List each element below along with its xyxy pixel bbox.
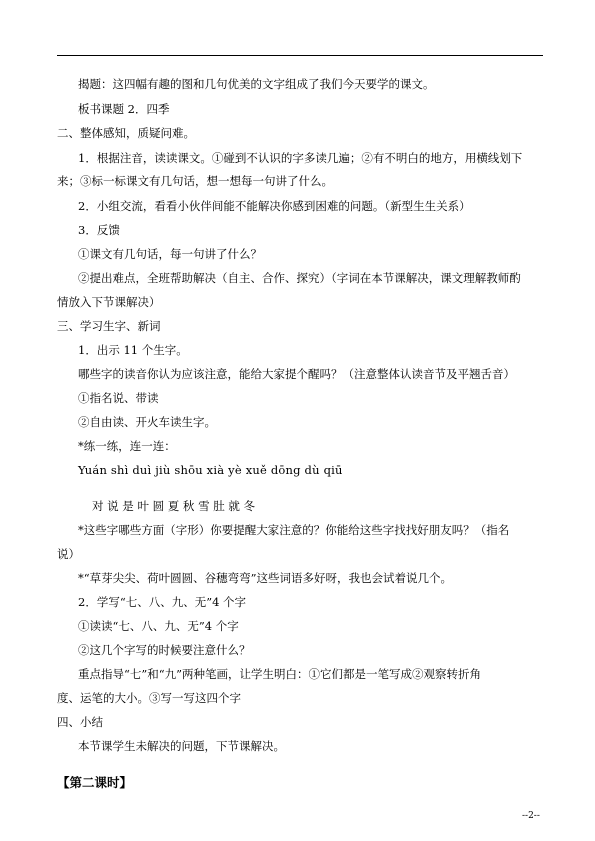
text-line: 揭题：这四幅有趣的图和几句优美的文字组成了我们今天要学的课文。 [78, 77, 435, 91]
text-line: *这些字哪些方面（字形）你要提醒大家注意的？你能给这些字找找好朋友吗？（指名 [78, 523, 510, 537]
characters-line: 对 说 是 叶 圆 夏 秋 雪 肚 就 冬 [92, 499, 256, 513]
text-line: 1．根据注音，读读课文。①碰到不认识的字多读几遍；②有不明白的地方，用横线划下 [78, 151, 523, 165]
text-line: 说） [57, 547, 80, 561]
text-line: ①读读“七、八、九、无”4 个字 [78, 619, 239, 633]
text-line: 来；③标一标课文有几句话，想一想每一句讲了什么。 [57, 174, 333, 188]
text-line: 情放入下节课解决） [57, 295, 161, 309]
text-line: 板书课题 2．四季 [78, 102, 170, 116]
text-line: 2．小组交流，看看小伙伴间能不能解决你感到困难的问题。（新型生生关系） [78, 199, 471, 213]
section-heading: 【第二课时】 [57, 775, 133, 790]
text-line: 重点指导“七”和“九”两种笔画，让学生明白：①它们都是一笔写成②观察转折角 [78, 667, 482, 681]
text-line: *练一练，连一连： [78, 439, 176, 453]
pinyin-line: Yuán shì duì jiù shōu xià yè xuě dōng dù qiū [78, 463, 343, 477]
text-line: 二、整体感知，质疑问难。 [57, 126, 195, 140]
text-line: 3．反馈 [78, 223, 120, 237]
text-line: 1．出示 11 个生字。 [78, 343, 188, 357]
text-line: 度、运笔的大小。③写一写这四个字 [57, 691, 241, 705]
text-line: *“草芽尖尖、荷叶圆圆、谷穗弯弯”这些词语多好呀，我也会试着说几个。 [78, 571, 453, 585]
text-line: 2．学写“七、八、九、无”4 个字 [78, 595, 247, 609]
text-line: ②这几个字写的时候要注意什么？ [78, 643, 251, 657]
text-line: 三、学习生字、新词 [57, 319, 161, 333]
header-rule [57, 55, 543, 56]
text-line: 哪些字的读音你认为应该注意，能给大家提个醒吗？（注意整体认读音节及平翘舌音） [78, 367, 515, 381]
text-line: ①课文有几句话，每一句讲了什么？ [78, 247, 262, 261]
text-line: 四、小结 [57, 715, 103, 729]
text-line: ②自由读、开火车读生字。 [78, 415, 216, 429]
text-line: ②提出难点，全班帮助解决（自主、合作、探究）（字词在本节课解决，课文理解教师酌 [78, 271, 521, 285]
text-line: 本节课学生未解决的问题，下节课解决。 [78, 739, 285, 753]
page-number: --2-- [522, 811, 540, 821]
text-line: ①指名说、带读 [78, 391, 159, 405]
